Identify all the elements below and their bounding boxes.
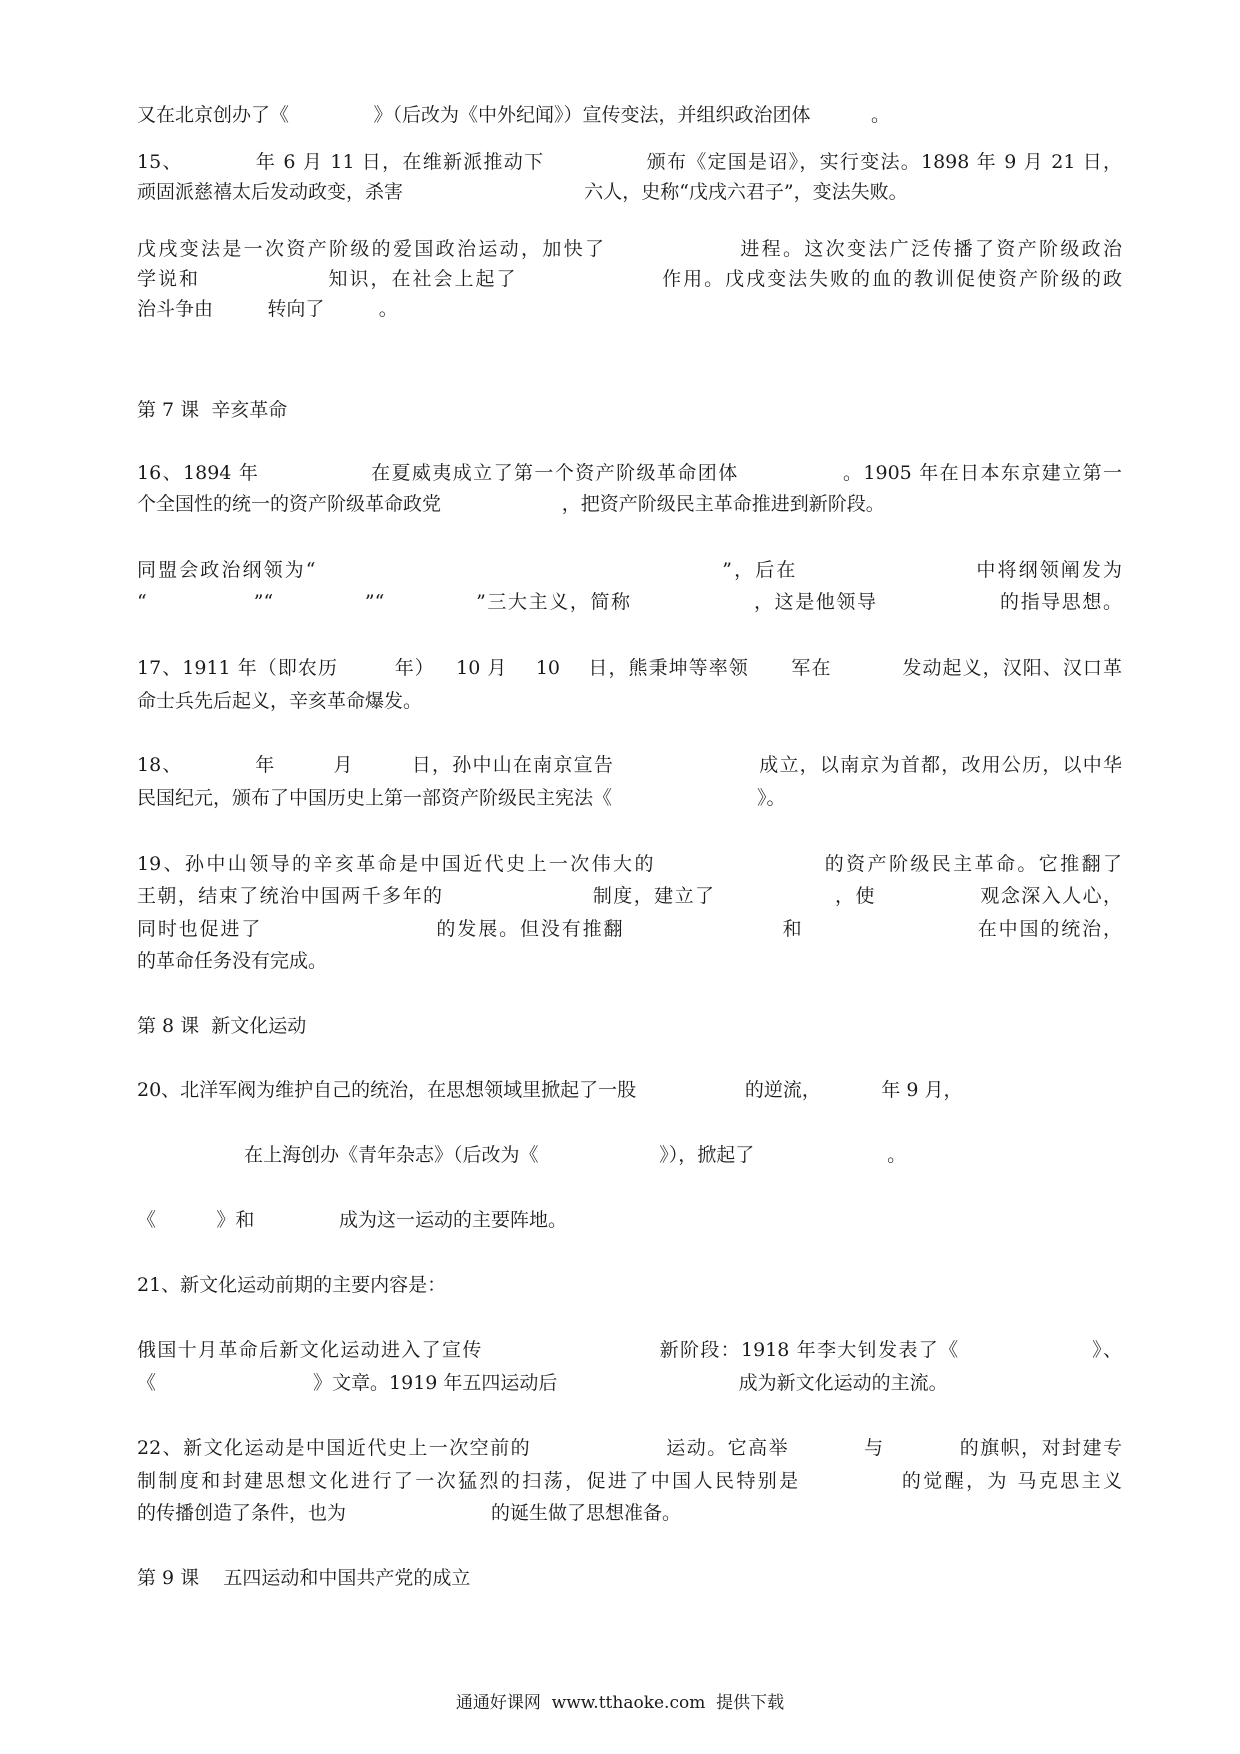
text-line-6: 治斗争由 转向了 。 bbox=[137, 298, 398, 320]
text-line-10: 同盟会政治纲领为“ ”，后在 中将纲领阐发为 bbox=[137, 559, 1122, 581]
text-line-17: 王朝，结束了统治中国两千多年的 制度，建立了 ，使 观念深入人心， bbox=[137, 885, 1122, 907]
text-line-4: 戊戌变法是一次资产阶级的爱国政治运动，加快了 进程。这次变法广泛传播了资产阶级政治 bbox=[137, 238, 1122, 260]
text-line-27: 22、新文化运动是中国近代史上一次空前的 运动。它高举 与 的旗帜，对封建专 bbox=[137, 1437, 1122, 1459]
text-line-3: 顽固派慈禧太后发动政变，杀害 六人，史称“戊戌六君子”，变法失败。 bbox=[137, 181, 908, 203]
text-line-21: 20、北洋军阀为维护自己的统治，在思想领域里掀起了一股 的逆流， 年 9 月， bbox=[137, 1079, 963, 1101]
text-line-1: 又在北京创办了《 》（后改为《中外纪闻》）宣传变法，并组织政治团体 。 bbox=[137, 104, 890, 126]
text-line-23: 《 》和 成为这一运动的主要阵地。 bbox=[137, 1209, 567, 1231]
text-line-12: 17、1911 年（即农历 年） 10 月 10 日，熊秉坤等率领 军在 发动起义，汉阳、汉口革 bbox=[137, 657, 1122, 679]
text-line-5: 学说和 知识，在社会上起了 作用。戊戌变法失败的血的教训促使资产阶级的政 bbox=[137, 268, 1122, 290]
text-line-28: 制制度和封建思想文化进行了一次猛烈的扫荡，促进了中国人民特别是 的觉醒，为 马克思主义 bbox=[137, 1470, 1122, 1492]
text-line-11: “ ”“ ”“ ”三大主义，简称 ，这是他领导 的指导思想。 bbox=[137, 591, 1122, 613]
text-line-9: 个全国性的统一的资产阶级革命政党 ，把资产阶级民主革命推进到新阶段。 bbox=[137, 493, 885, 515]
text-line-18: 同时也促进了 的发展。但没有推翻 和 在中国的统治， bbox=[137, 918, 1122, 940]
text-line-19: 的革命任务没有完成。 bbox=[137, 950, 328, 972]
section-heading-lesson-9: 第 9 课 五四运动和中国共产党的成立 bbox=[137, 1567, 471, 1589]
section-heading-lesson-7: 第 7 课 辛亥革命 bbox=[137, 399, 288, 421]
page-footer: 通通好课网 www.tthaoke.com 提供下载 bbox=[455, 1693, 785, 1713]
text-line-24: 21、新文化运动前期的主要内容是： bbox=[137, 1274, 447, 1296]
text-line-13: 命士兵先后起义，辛亥革命爆发。 bbox=[137, 690, 423, 712]
text-line-8: 16、1894 年 在夏威夷成立了第一个资产阶级革命团体 。1905 年在日本东京建立第一 bbox=[137, 462, 1122, 484]
text-line-16: 19、孙中山领导的辛亥革命是中国近代史上一次伟大的 的资产阶级民主革命。它推翻了 bbox=[137, 853, 1122, 875]
text-line-15: 民国纪元，颁布了中国历史上第一部资产阶级民主宪法《 》。 bbox=[137, 787, 786, 809]
text-line-2: 15、 年 6 月 11 日，在维新派推动下 颁布《定国是诏》，实行变法。1898 年 9 月 21 日， bbox=[137, 151, 1122, 173]
text-line-29: 的传播创造了条件，也为 的诞生做了思想准备。 bbox=[137, 1502, 681, 1524]
section-heading-lesson-8: 第 8 课 新文化运动 bbox=[137, 1015, 307, 1037]
text-line-26: 《 》文章。1919 年五四运动后 成为新文化运动的主流。 bbox=[137, 1372, 948, 1394]
text-line-22: 在上海创办《青年杂志》（后改为《 》），掀起了 。 bbox=[244, 1144, 907, 1166]
text-line-14: 18、 年 月 日，孙中山在南京宣告 成立，以南京为首都，改用公历，以中华 bbox=[137, 754, 1122, 776]
text-line-25: 俄国十月革命后新文化运动进入了宣传 新阶段：1918 年李大钊发表了《 》、 bbox=[137, 1339, 1122, 1361]
